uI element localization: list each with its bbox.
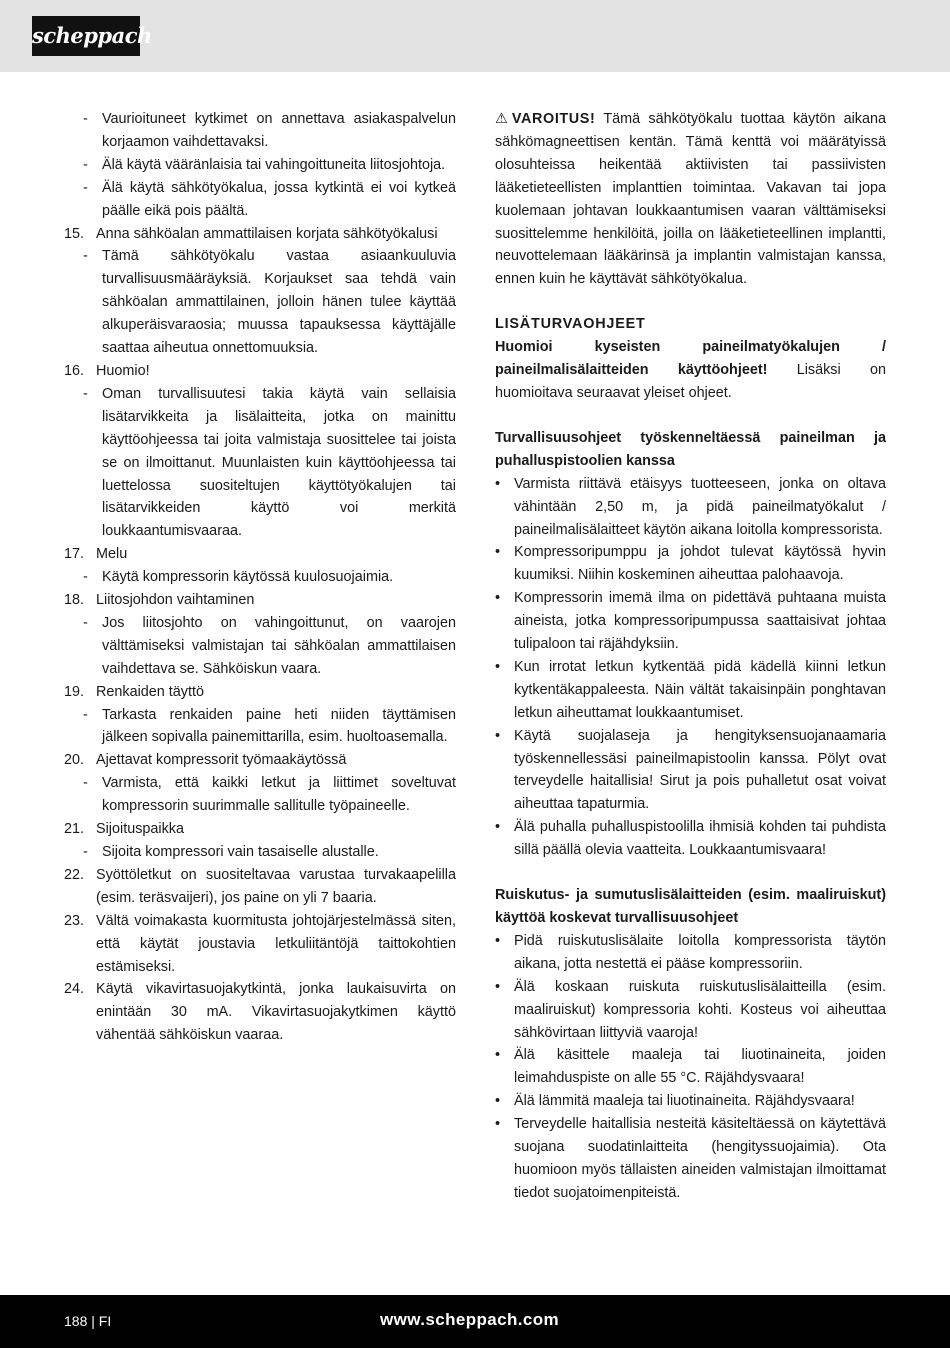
left-column: [64, 108, 456, 1047]
list-subitem: - Tarkasta renkaiden paine heti niiden täyttämisen jälkeen sopivalla painemittarilla, esim. huoltoasemalla.: [83, 706, 456, 746]
bullet-item: • Varmista riittävä etäisyys tuotteeseen, jonka on oltava vähintään 2,50 m, ja pidä paineilmatyökalut / paineilmalisälaitteet käytön aikana loitolla kompressorista.: [495, 475, 886, 538]
list-item-15: 15. Anna sähköalan ammattilaisen korjata sähkötyökalusi: [64, 225, 438, 242]
bullet-item: • Kompressorin imemä ilma on pidettävä puhtaana muista aineista, jotka kompressoripumpussa saattaisivat johtaa tulipaloon tai räjähdyksiin.: [495, 590, 886, 653]
footer: [0, 1295, 950, 1348]
bullet-item: • Älä puhalla puhalluspistoolilla ihmisiä kohden tai puhdista sillä päällä olevia vaatteita. Loukkaantumisvaara!: [495, 819, 886, 859]
list-item-16: 16. Huomio!: [64, 362, 150, 379]
list-subitem: - Oman turvallisuutesi takia käytä vain sellaisia lisätarvikkeita ja lisälaitteita, jotka on mainittu käyttöohjeessa tai joita valmistaja suosittelee tai joista se on ilmoittanut. Muunlaisten kuin käyttöohjeessa tai luettelossa suositeltujen käyttötyökalujen tai lisätarvikkeiden käyttö voi merkitä loukkaantumisvaaraa.: [83, 385, 456, 540]
page-number: 188 | FI: [64, 1313, 112, 1329]
list-item-22: 22. Syöttöletkut on suositeltavaa varustaa turvakaapelilla (esim. teräsvaijeri), jos paine on yli 7 baaria.: [64, 866, 456, 906]
bullet-item: • Kompressoripumppu ja johdot tulevat käytössä hyvin kuumiksi. Niihin koskeminen aiheuttaa palohaavoja.: [495, 544, 886, 584]
list-item-21: 21. Sijoituspaikka: [64, 821, 184, 838]
warning-triangle-icon: ⚠: [495, 111, 508, 127]
list-item-19: 19. Renkaiden täyttö: [64, 683, 205, 700]
list-item-18: 18. Liitosjohdon vaihtaminen: [64, 592, 255, 609]
list-subitem: - Tämä sähkötyökalu vastaa asiaankuuluvia turvallisuusmääräyksiä. Korjaukset saa tehdä vain sähköalan ammattilainen, jolloin hänen tulee käyttää alkuperäisvaraosia; muussa tapauksessa käyttäjälle saattaa aiheutua onnettomuuksia.: [83, 248, 456, 357]
list-item-20: 20. Ajettavat kompressorit työmaakäytössä: [64, 752, 347, 769]
warning-paragraph: ⚠ VAROITUS! Tämä sähkötyökalu tuottaa käytön aikana sähkömagneettisen kentän. Tämä kenttä voi määrätyissä olosuhteissa heikentää aktiivisten tai passiivisten lääketieteellisten implanttien toimintaa. Vakavan tai jopa kuolemaan johtavan loukkaantumisen vaaran välttämiseksi suosittelemme henkilöitä, joilla on lääketieteellinen implantti, neuvottelemaan lääkärinsä ja implantin valmistajan kanssa, ennen kuin he käyttävät sähkötyökalua.: [495, 108, 886, 291]
list-subitem: - Älä käytä sähkötyökalua, jossa kytkintä ei voi kytkeä päälle eikä pois päältä.: [83, 179, 456, 219]
section-heading: LISÄTURVAOHJEET: [495, 316, 646, 333]
scheppach-logo: scheppach: [32, 16, 140, 56]
bullet-item: • Terveydelle haitallisia nesteitä käsiteltäessä on käytettävä suojana suodatinlaitteita (hengityssuojaimia). Ota huomioon myös tällaisten aineiden valmistajan ilmoittamat tiedot suojatoimenpiteistä.: [495, 1116, 886, 1201]
bullet-item: • Pidä ruiskutuslisälaite loitolla kompressorista täytön aikana, jotta nestettä ei pääse kompressoriin.: [495, 932, 886, 972]
bullet-item: • Älä koskaan ruiskuta ruiskutuslisälaitteilla (esim. maaliruiskut) kompressoria kohti. Kosteus voi aiheuttaa sähkövirtaan liittyviä vaaroja!: [495, 978, 886, 1041]
website-link[interactable]: www.scheppach.com: [380, 1310, 560, 1329]
extra-intro: Huomioi kyseisten paineilmatyökalujen / paineilmalisälaitteiden käyttöohjeet! Lisäksi on huomioitava seuraavat yleiset ohjeet.: [495, 339, 886, 401]
subheading-compressed-air: Turvallisuusohjeet työskenneltäessä paineilman ja puhalluspistoolien kanssa: [495, 429, 886, 469]
subheading-spray: Ruiskutus- ja sumutuslisälaitteiden (esim. maaliruiskut) käyttöä koskevat turvallisuusohjeet: [495, 887, 886, 926]
right-column: [495, 108, 886, 1205]
bullet-item: • Älä lämmitä maaleja tai liuotinaineita. Räjähdysvaara!: [495, 1093, 855, 1110]
list-subitem: - Sijoita kompressori vain tasaiselle alustalle.: [83, 844, 379, 860]
bullet-item: • Älä käsittele maaleja tai liuotinaineita, joiden leimahduspiste on alle 55 °C. Räjähdysvaara!: [495, 1047, 886, 1087]
bullet-item: • Kun irrotat letkun kytkentää pidä kädellä kiinni letkun kytkentäkappaleesta. Näin vältät takaisinpäin ponghtavan letkun aiheuttamat loukkaantumiset.: [495, 658, 886, 721]
header-band: [0, 0, 950, 72]
list-subitem: - Älä käytä vääränlaisia tai vahingoittuneita liitosjohtoja.: [83, 156, 446, 173]
list-item-23: 23. Vältä voimakasta kuormitusta johtojärjestelmässä siten, että käytät joustavia letkuliitäntöjä taittokohtien estämiseksi.: [64, 912, 456, 975]
list-item-17: 17. Melu: [64, 546, 128, 563]
warning-title: VAROITUS!: [511, 111, 596, 127]
list-subitem: - Varmista, että kaikki letkut ja liittimet soveltuvat kompressorin suurimmalle sallitulle työpaineelle.: [83, 775, 456, 815]
list-subitem: - Vaurioituneet kytkimet on annettava asiakaspalvelun korjaamon vaihdettavaksi.: [83, 111, 456, 150]
list-item-24: 24. Käytä vikavirtasuojakytkintä, jonka laukaisuvirta on enintään 30 mA. Vikavirtasuojakytkimen käyttö vähentää sähköiskun vaaraa.: [64, 981, 456, 1044]
bullet-item: • Käytä suojalaseja ja hengityksensuojanaamaria työskennellessäsi paineilmapistoolin kanssa. Pölyt ovat terveydelle haitallisia! Sirut ja pois puhalletut osat voivat aiheuttaa tapaturmia.: [495, 727, 886, 813]
list-subitem: - Jos liitosjohto on vahingoittunut, on vaarojen välttämiseksi valmistajan tai sähköalan ammattilaisen vaihdettava se. Sähköiskun vaara.: [83, 614, 456, 677]
list-subitem: - Käytä kompressorin käytössä kuulosuojaimia.: [83, 569, 394, 586]
